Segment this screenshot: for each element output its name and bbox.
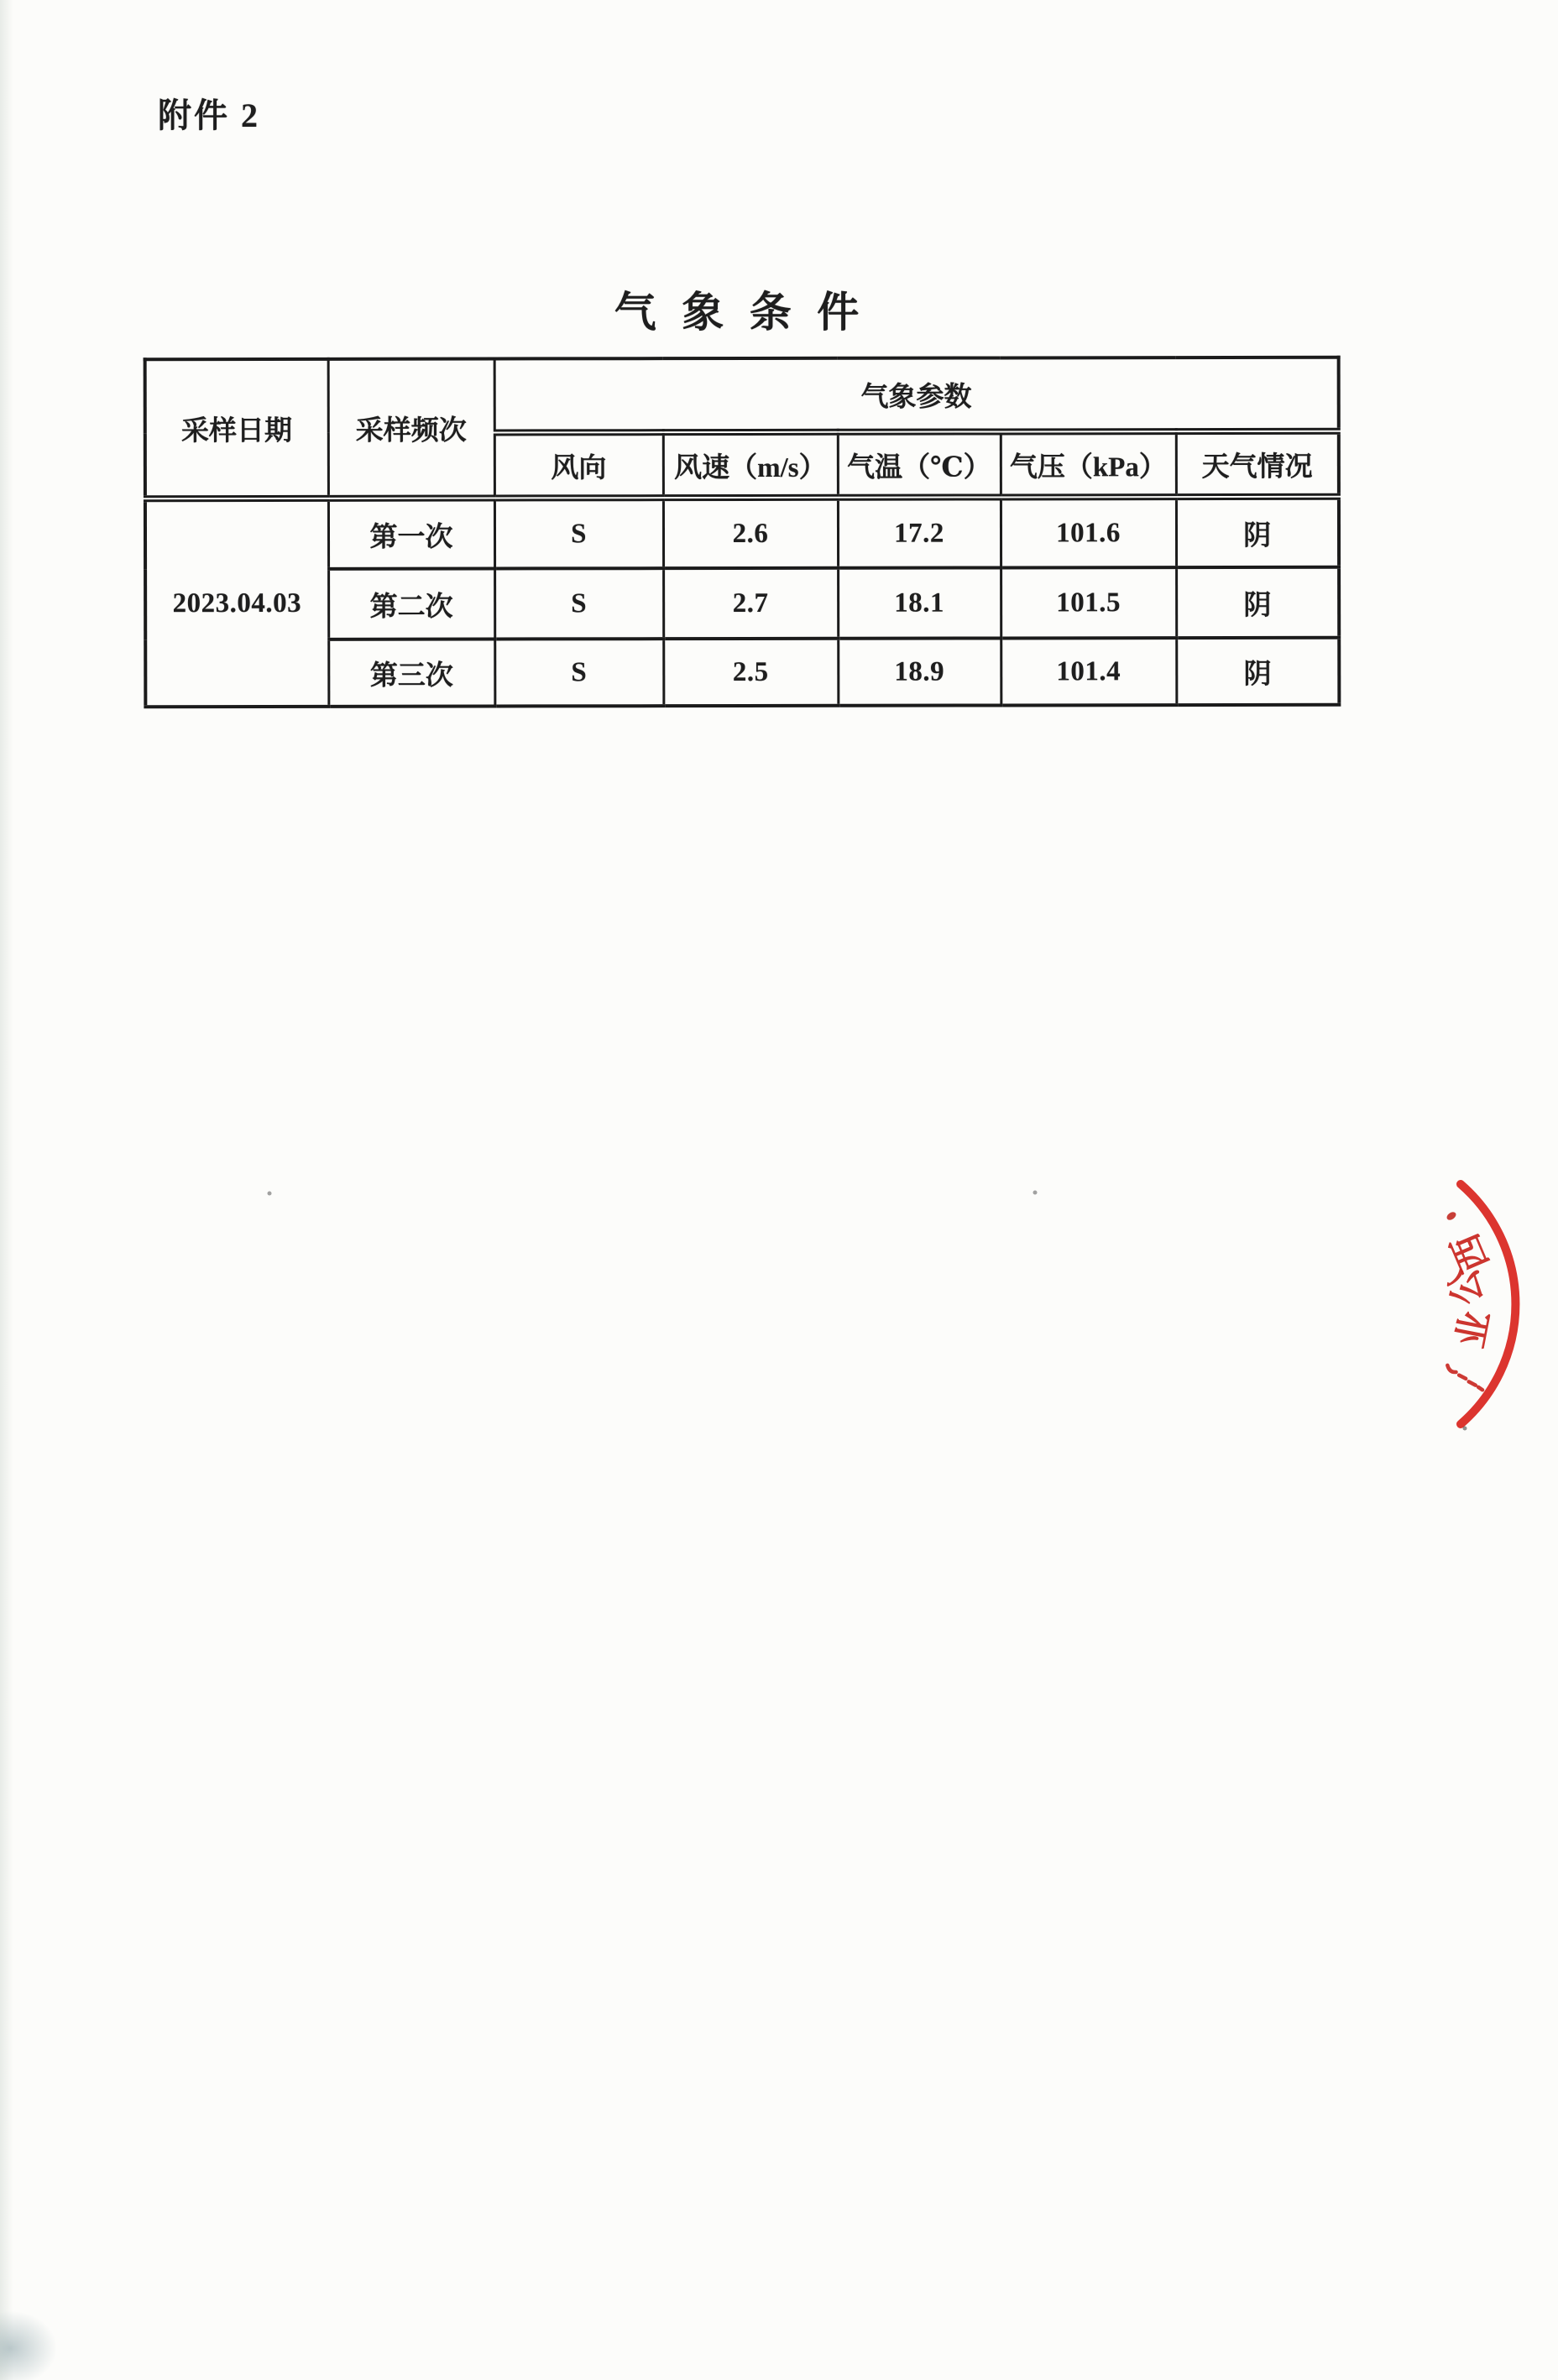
header-wind-direction: 风向 — [494, 432, 663, 498]
cell-weather: 阴 — [1176, 638, 1339, 705]
header-air-pressure: 气压（kPa） — [1001, 431, 1176, 497]
table-row — [145, 497, 1339, 569]
header-weather-params-group: 气象参数 — [494, 358, 1339, 433]
scan-smudge — [0, 2310, 59, 2380]
cell-sampling-date: 2023.04.03 — [145, 498, 328, 707]
stamp-script-mark — [1446, 1365, 1482, 1391]
scan-edge-shadow — [0, 0, 13, 2380]
cell-frequency: 第二次 — [328, 569, 494, 639]
header-sampling-frequency: 采样频次 — [328, 359, 494, 498]
header-air-temperature: 气温（℃） — [838, 431, 1001, 497]
cell-weather: 阴 — [1176, 497, 1339, 567]
header-row-group — [145, 358, 1339, 433]
cell-air-temperature: 17.2 — [838, 497, 1001, 567]
cell-wind-speed: 2.7 — [663, 568, 838, 639]
cell-air-temperature: 18.1 — [838, 567, 1001, 638]
stamp-character: 公 — [1442, 1264, 1490, 1308]
header-weather: 天气情况 — [1176, 431, 1339, 497]
cell-air-pressure: 101.5 — [1001, 567, 1176, 638]
header-wind-speed: 风速（m/s） — [663, 432, 838, 498]
cell-air-pressure: 101.4 — [1001, 638, 1176, 705]
header-sampling-date: 采样日期 — [145, 359, 328, 498]
attachment-label: 附件 2 — [158, 97, 260, 134]
cell-wind-speed: 2.5 — [663, 639, 838, 706]
page-title: 气 象 条 件 — [614, 289, 867, 336]
cell-air-temperature: 18.9 — [838, 638, 1001, 705]
stamp-ink-dot — [1446, 1210, 1457, 1221]
stamp-arc — [1461, 1184, 1515, 1424]
cell-wind-direction: S — [494, 498, 663, 568]
cell-frequency: 第三次 — [328, 639, 494, 707]
scan-speck — [268, 1192, 272, 1196]
cell-wind-speed: 2.6 — [663, 498, 838, 568]
stamp-character: 业 — [1450, 1307, 1498, 1352]
scan-speck — [1033, 1191, 1038, 1195]
cell-air-pressure: 101.6 — [1001, 497, 1176, 567]
weather-conditions-table — [144, 356, 1341, 708]
scan-speck — [1463, 1427, 1467, 1431]
cell-weather: 阴 — [1176, 567, 1339, 638]
cell-wind-direction: S — [494, 639, 663, 706]
stamp-character: 西 — [1444, 1227, 1498, 1278]
cell-frequency: 第一次 — [328, 498, 494, 569]
cell-wind-direction: S — [494, 568, 663, 639]
